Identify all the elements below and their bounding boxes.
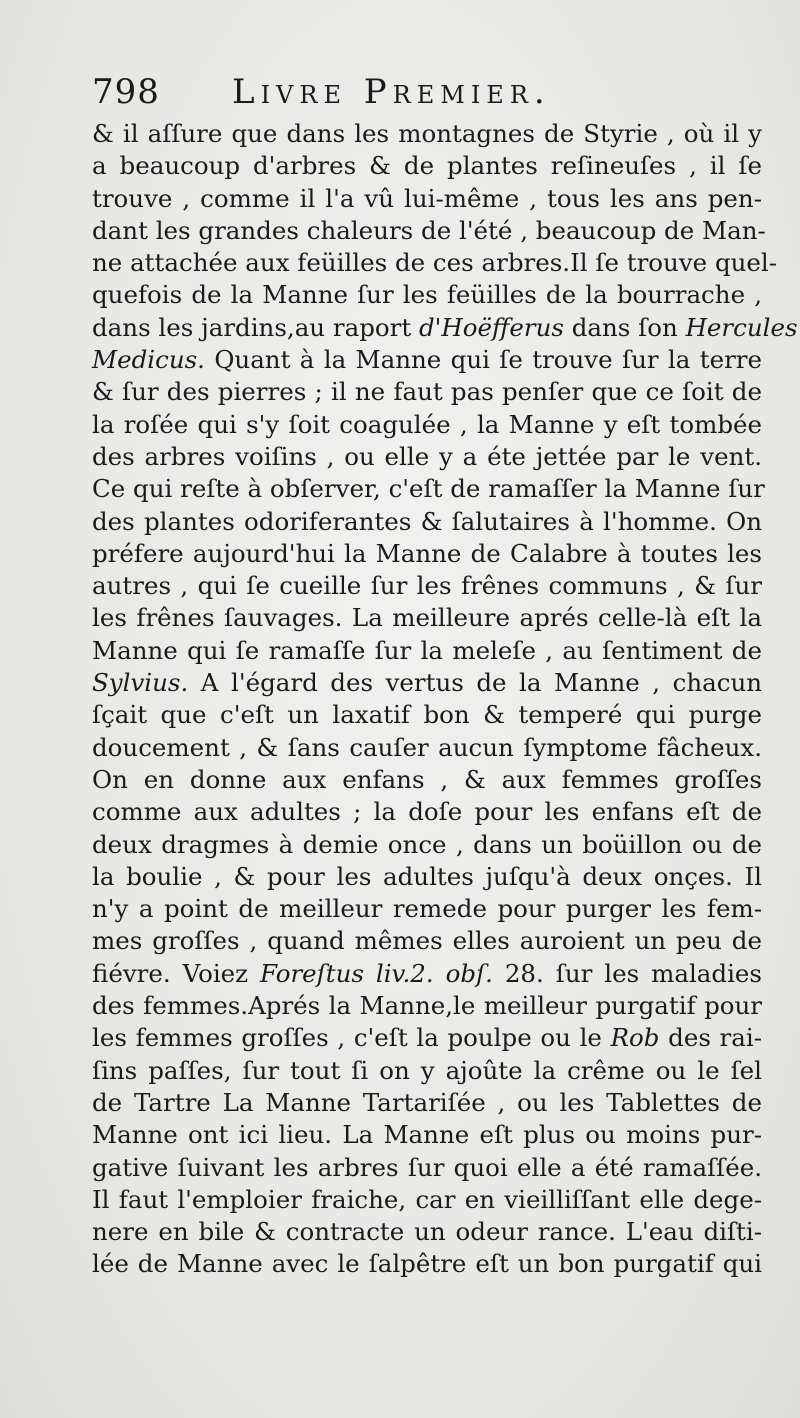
text-segment: n'y a point de meilleur remede pour purger les fem-	[92, 894, 762, 924]
italic-text: Rob	[610, 1023, 660, 1053]
text-line	[92, 602, 762, 634]
text-line	[92, 118, 762, 150]
text-line	[92, 990, 762, 1022]
text-line	[92, 796, 762, 828]
text-line	[92, 473, 765, 505]
text-segment: des rai-	[659, 1023, 762, 1053]
text-segment: des femmes.Aprés la Manne,le meilleur purgatif pour	[92, 991, 762, 1021]
text-line	[92, 958, 762, 990]
text-segment: comme aux adultes ; la doſe pour les enfans eſt de	[92, 797, 762, 827]
text-segment: les frênes ſauvages. La meilleure aprés celle-là eſt la	[92, 603, 762, 633]
italic-text: Sylvius.	[92, 668, 189, 698]
text-segment: dans les jardins,au raport	[92, 312, 419, 342]
text-line	[92, 1087, 762, 1119]
text-line	[92, 344, 762, 376]
text-line	[92, 570, 762, 602]
text-line	[92, 1022, 762, 1054]
text-segment: Quant à la Manne qui ſe trouve ſur la terre	[204, 345, 762, 375]
text-line	[92, 538, 762, 570]
page-number: 798	[92, 72, 160, 112]
text-line	[92, 635, 762, 667]
text-segment: dans ſon	[563, 312, 686, 342]
text-line	[92, 732, 762, 764]
text-segment: A l'égard des vertus de la Manne , chacun	[188, 668, 762, 698]
text-line	[92, 506, 762, 538]
text-segment: trouve , comme il l'a vû lui-même , tous les ans pen-	[92, 183, 762, 213]
text-segment: dant les grandes chaleurs de l'été , beaucoup de Man-	[92, 215, 766, 245]
text-segment: 28. ſur les maladies	[492, 958, 762, 988]
text-line	[92, 1152, 762, 1184]
text-line	[92, 893, 762, 925]
italic-text: Medicus.	[92, 345, 205, 375]
italic-text: Hercules	[685, 312, 798, 342]
italic-text: Foreſtus liv.2. obſ.	[260, 958, 493, 988]
text-segment: la boulie , & pour les adultes juſqu'à deux onçes. Il	[92, 861, 762, 891]
text-segment: deux dragmes à demie once , dans un boüillon ou de	[92, 829, 762, 859]
body-text	[92, 118, 798, 1281]
text-segment: On en donne aux enfans , & aux femmes groſſes	[92, 764, 762, 794]
text-segment: la roſée qui s'y ſoit coagulée , la Manne y eſt tombée	[92, 409, 762, 439]
text-line	[92, 1184, 762, 1216]
text-line	[92, 861, 762, 893]
text-segment: Il faut l'emploier fraiche, car en vieilliſſant elle dege-	[92, 1184, 762, 1214]
italic-text: d'Hoëfferus	[418, 312, 564, 342]
text-line	[92, 1119, 762, 1151]
text-segment: fiévre. Voiez	[92, 958, 261, 988]
text-segment: ne attachée aux feüilles de ces arbres.Il ſe trouve quel-	[92, 248, 778, 278]
text-line	[92, 150, 762, 182]
text-line	[92, 215, 766, 247]
text-segment: a beaucoup d'arbres & de plantes reſineuſes , il ſe	[92, 151, 762, 181]
text-segment: autres , qui ſe cueille ſur les frênes communs , & ſur	[92, 571, 762, 601]
text-line	[92, 1055, 762, 1087]
text-line	[92, 441, 762, 473]
text-segment: préfere aujourd'hui la Manne de Calabre à toutes les	[92, 538, 762, 568]
text-segment: des arbres voiſins , ou elle y a éte jettée par le vent.	[92, 441, 762, 471]
text-segment: Manne qui ſe ramaſſe ſur la meleſe , au ſentiment de	[92, 635, 762, 665]
text-line	[92, 183, 762, 215]
text-line	[92, 1248, 762, 1280]
text-segment: ſçait que c'eſt un laxatif bon & temperé qui purge	[92, 700, 762, 730]
text-line	[92, 829, 762, 861]
running-title: Livre Premier.	[232, 72, 551, 112]
text-line	[92, 312, 798, 344]
text-segment: Manne ont ici lieu. La Manne eſt plus ou moins pur-	[92, 1120, 762, 1150]
text-segment: & il aſſure que dans les montagnes de Styrie , où il y	[92, 119, 762, 148]
text-segment: de Tartre La Manne Tartariſée , ou les Tablettes de	[92, 1087, 762, 1117]
text-segment: mes groſſes , quand mêmes elles auroient un peu de	[92, 926, 762, 956]
text-segment: des plantes odoriferantes & ſalutaires à l'homme. On	[92, 506, 762, 536]
text-segment: nere en bile & contracte un odeur rance. L'eau diſti-	[92, 1217, 762, 1247]
text-line	[92, 925, 762, 957]
text-line	[92, 247, 778, 279]
text-line	[92, 1216, 762, 1248]
text-segment: quefois de la Manne ſur les feüilles de la bourrache ,	[92, 280, 762, 310]
text-segment: & ſur des pierres ; il ne faut pas penſer que ce ſoit de	[92, 377, 762, 407]
text-line	[92, 409, 762, 441]
text-segment: ſins paſſes, ſur tout ſi on y ajoûte la crême ou le ſel	[92, 1055, 762, 1085]
text-segment: Ce qui reſte à obſerver, c'eſt de ramaſſer la Manne ſur	[92, 474, 765, 504]
text-segment: les femmes groſſes , c'eſt la poulpe ou le	[92, 1023, 611, 1053]
text-line	[92, 279, 762, 311]
text-segment: lée de Manne avec le ſalpêtre eſt un bon purgatif qui	[92, 1249, 762, 1279]
text-line	[92, 764, 762, 796]
page-header	[92, 72, 752, 116]
text-segment: gative ſuivant les arbres ſur quoi elle a été ramaſſée.	[92, 1152, 762, 1182]
text-line	[92, 699, 762, 731]
text-segment: doucement , & ſans cauſer aucun ſymptome fâcheux.	[92, 732, 762, 762]
text-line	[92, 667, 762, 699]
text-line	[92, 376, 762, 408]
